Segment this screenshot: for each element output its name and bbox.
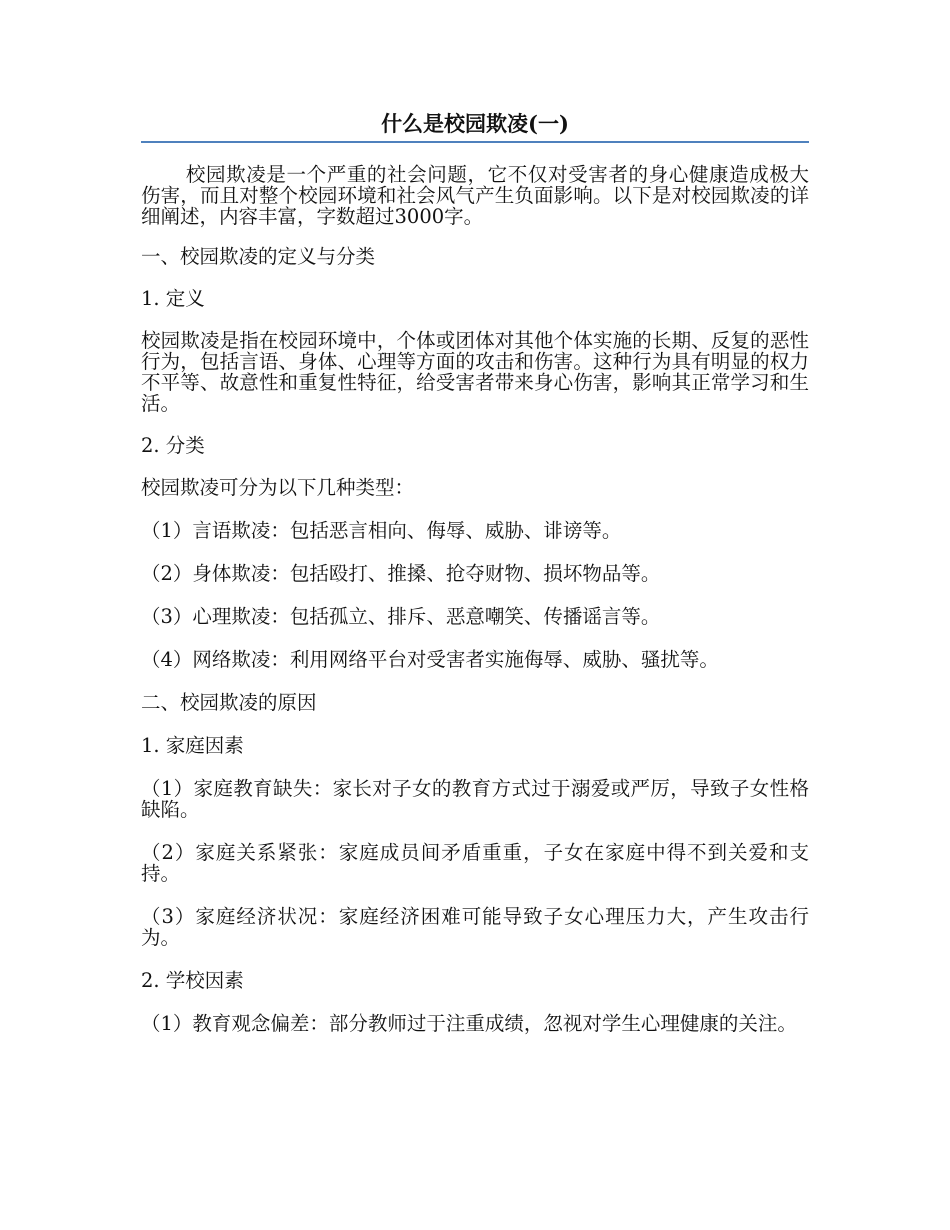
list-item-education-concept: （1）教育观念偏差：部分教师过于注重成绩，忽视对学生心理健康的关注。 <box>141 1012 797 1035</box>
classification-intro: 校园欺凌可分为以下几种类型： <box>141 476 415 499</box>
document-title: 什么是校园欺凌(一) <box>141 110 809 143</box>
list-item-physical-bullying: （2）身体欺凌：包括殴打、推搡、抢夺财物、损坏物品等。 <box>141 562 661 585</box>
document-page <box>141 110 809 1034</box>
list-item-psychological-bullying: （3）心理欺凌：包括孤立、排斥、恶意嘲笑、传播谣言等。 <box>141 605 661 628</box>
subheading-school-factors: 2. 学校因素 <box>141 969 244 992</box>
list-item-verbal-bullying: （1）言语欺凌：包括恶言相向、侮辱、威胁、诽谤等。 <box>141 519 622 542</box>
subheading-classification: 2. 分类 <box>141 434 205 457</box>
subheading-family-factors: 1. 家庭因素 <box>141 734 244 757</box>
section-heading-definition-classification: 一、校园欺凌的定义与分类 <box>141 245 376 268</box>
definition-paragraph: 校园欺凌是指在校园环境中，个体或团体对其他个体实施的长期、反复的恶性行为，包括言语、身体、心理等方面的攻击和伤害。这种行为具有明显的权力不平等、故意性和重复性特征，给受害者带来身心伤害，影响其正常学习和生活。 <box>141 329 809 415</box>
intro-paragraph: 校园欺凌是一个严重的社会问题，它不仅对受害者的身心健康造成极大伤害，而且对整个校园环境和社会风气产生负面影响。以下是对校园欺凌的详细阐述，内容丰富，字数超过3000字。 <box>141 163 809 228</box>
subheading-definition: 1. 定义 <box>141 287 205 310</box>
list-item-cyber-bullying: （4）网络欺凌：利用网络平台对受害者实施侮辱、威胁、骚扰等。 <box>141 648 719 671</box>
section-heading-causes: 二、校园欺凌的原因 <box>141 691 317 714</box>
list-item-family-education: （1）家庭教育缺失：家长对子女的教育方式过于溺爱或严厉，导致子女性格缺陷。 <box>141 777 809 821</box>
list-item-family-economy: （3）家庭经济状况：家庭经济困难可能导致子女心理压力大，产生攻击行为。 <box>141 905 809 949</box>
list-item-family-relations: （2）家庭关系紧张：家庭成员间矛盾重重，子女在家庭中得不到关爱和支持。 <box>141 841 809 885</box>
